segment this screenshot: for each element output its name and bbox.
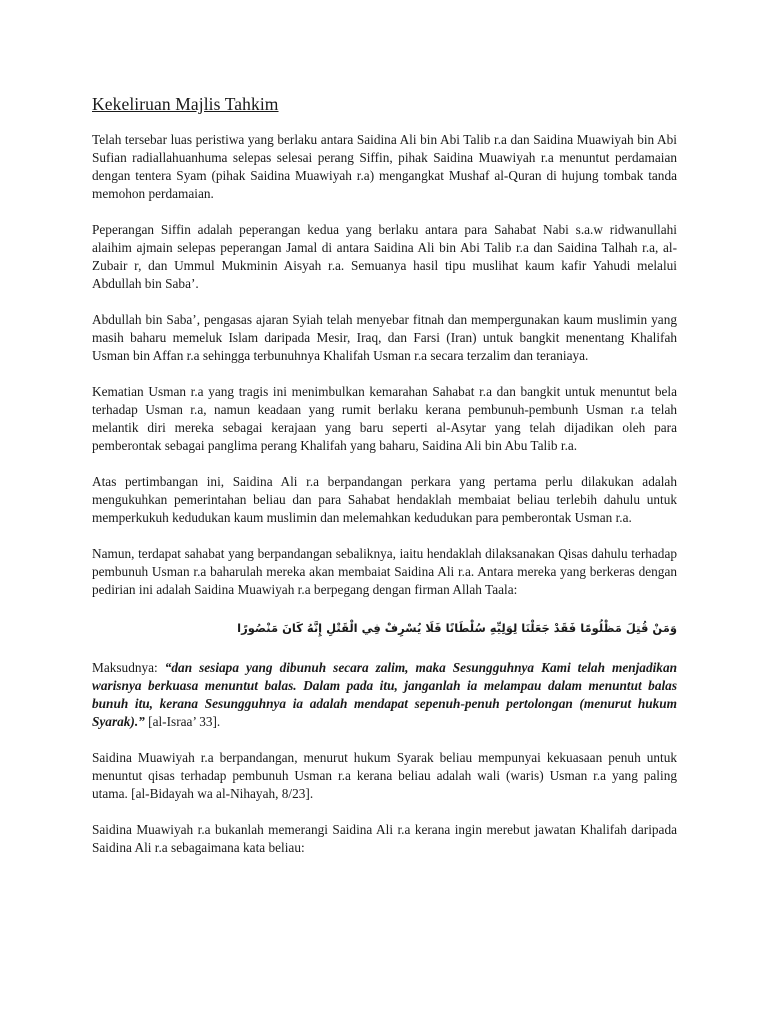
paragraph: Namun, terdapat sahabat yang berpandangan sebaliknya, iaitu hendaklah dilaksanakan Qisas dahulu terhadap pembunuh Usman r.a baharulah mereka akan membaiat Saidina Ali r.a. Antara mereka yang berkeras dengan pedirian ini adalah Saidina Muawiyah r.a berpegang dengan firman Allah Taala: bbox=[92, 546, 677, 597]
translation-quote: “dan sesiapa yang dibunuh secara zalim, maka Sesungguhnya Kami telah menjadikan warisnya berkuasa menuntut balas. Dalam pada itu, janganlah ia melampau dalam menuntut balas bunuh itu, kerana Sesungguhnya ia adalah mendapat sepenuh-penuh pertolongan (menurut hukum Syarak).” bbox=[92, 660, 677, 729]
paragraph: Abdullah bin Saba’, pengasas ajaran Syiah telah menyebar fitnah dan mempergunakan kaum muslimin yang masih baharu memeluk Islam daripada Mesir, Iraq, dan Farsi (Iran) untuk bangkit menentang Khalifah Usman bin Affan r.a sehingga terbunuhnya Khalifah Usman r.a secara terzalim dan teraniaya. bbox=[92, 312, 677, 363]
arabic-verse: وَمَنْ قُتِلَ مَظْلُومًا فَقَدْ جَعَلْنَا لِوَلِيِّهِ سُلْطَانًا فَلَا يُسْرِفْ فِي الْقَتْلِ إِنَّهُ كَانَ مَنْصُورًا bbox=[237, 621, 677, 635]
paragraph: Saidina Muawiyah r.a bukanlah memerangi Saidina Ali r.a kerana ingin merebut jawatan Khalifah daripada Saidina Ali r.a sebagaimana kata beliau: bbox=[92, 822, 677, 855]
paragraph: Peperangan Siffin adalah peperangan kedua yang berlaku antara para Sahabat Nabi s.a.w ridwanullahi alaihim ajmain selepas peperangan Jamal di antara Saidina Ali bin Abi Talib r.a dan Saidina Talhah r.a, al-Zubair r, dan Ummul Mukminin Aisyah r.a. Semuanya hasil tipu muslihat kaum kafir Yahudi melalui Abdullah bin Saba’. bbox=[92, 222, 677, 291]
translation-reference: [al-Israa’ 33]. bbox=[144, 714, 221, 729]
translation-label: Maksudnya: bbox=[92, 660, 165, 675]
paragraph: Telah tersebar luas peristiwa yang berlaku antara Saidina Ali bin Abi Talib r.a dan Saidina Muawiyah bin Abi Sufian radiallahuanhuma selepas selesai perang Siffin, pihak Saidina Muawiyah r.a menuntut perdamaian dengan tentera Syam (pihak Saidina Muawiyah r.a) mengangkat Mushaf al-Quran di hujung tombak tanda memohon perdamaian. bbox=[92, 132, 677, 201]
paragraph: Atas pertimbangan ini, Saidina Ali r.a berpandangan perkara yang pertama perlu dilakukan adalah mengukuhkan pemerintahan beliau dan para Sahabat hendaklah membaiat beliau terlebih dahulu untuk memperkukuh kedudukan kaum muslimin dan melemahkan kedudukan para pemberontak Usman r.a. bbox=[92, 474, 677, 525]
paragraph: Kematian Usman r.a yang tragis ini menimbulkan kemarahan Sahabat r.a dan bangkit untuk menuntut bela terhadap Usman r.a, namun keadaan yang rumit berlaku kerana pembunuh-pembunh Usman r.a telah melantik diri mereka sebagai kerajaan yang baru seperti al-Asytar yang telah dijadikan oleh para pemberontak sebagai panglima perang Khalifah yang baharu, Saidina Ali bin Abu Talib r.a. bbox=[92, 384, 677, 453]
paragraph: Saidina Muawiyah r.a berpandangan, menurut hukum Syarak beliau mempunyai kekuasaan penuh untuk menuntut qisas terhadap pembunuh Usman r.a kerana beliau adalah wali (waris) Usman r.a yang paling utama. [al-Bidayah wa al-Nihayah, 8/23]. bbox=[92, 750, 677, 801]
translation-paragraph bbox=[92, 659, 677, 731]
document-title: Kekeliruan Majlis Tahkim bbox=[92, 94, 279, 114]
